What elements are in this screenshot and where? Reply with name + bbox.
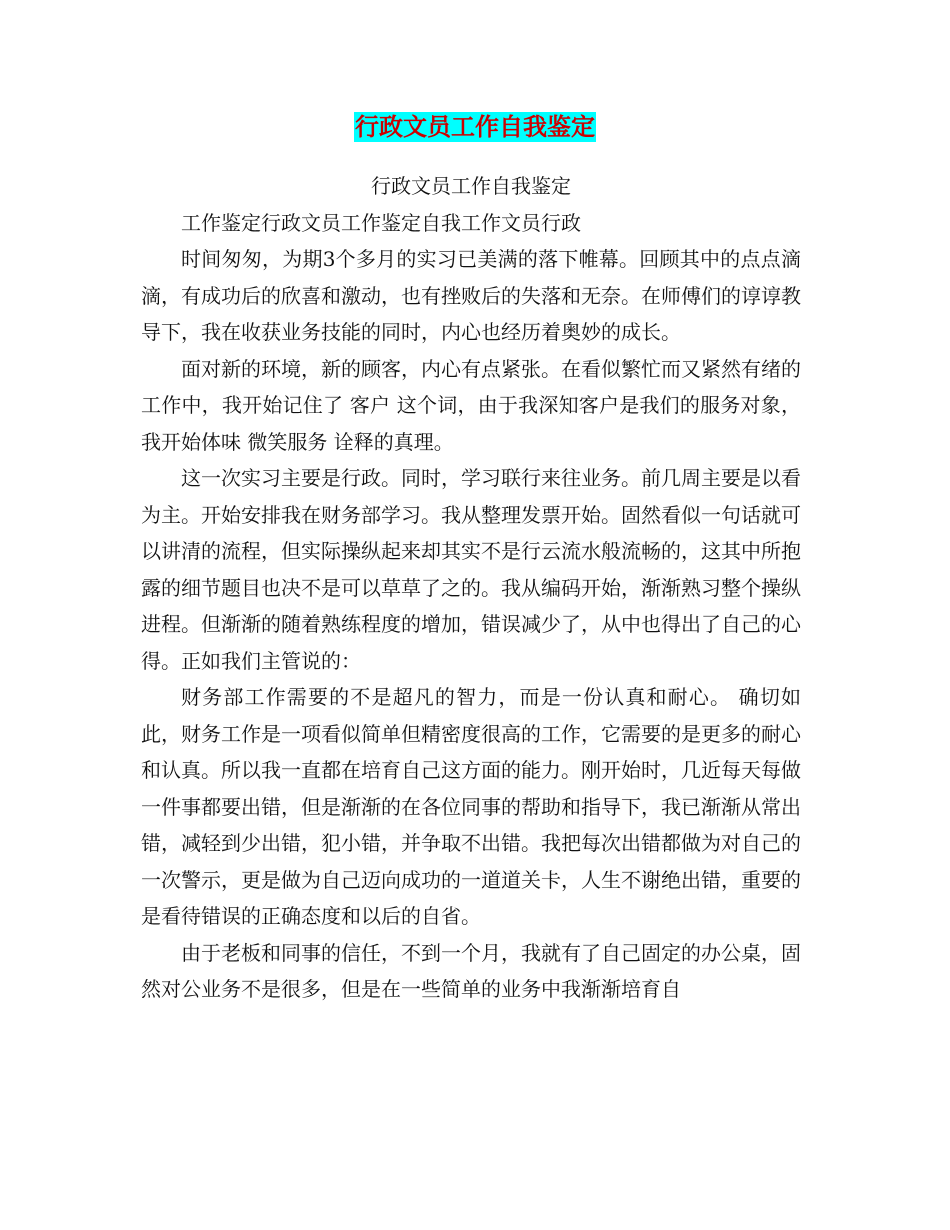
document-subtitle: 行政文员工作自我鉴定 (371, 174, 571, 198)
paragraph: 财务部工作需要的不是超凡的智力，而是一份认真和耐心。 确切如此，财务工作是一项看似简单但精密度很高的工作，它需要的是更多的耐心和认真。所以我一直都在培育自己这方面的能力。刚开始时，几近每天每做一件事都要出错，但是渐渐的在各位同事的帮助和指导下，我已渐渐从常出错，减轻到少出错，犯小错，并争取不出错。我把每次出错都做为对自己的一次警示，更是做为自己迈向成功的一道道关卡，人生不谢绝出错，重要的是看待错误的正确态度和以后的自省。 (141, 685, 801, 928)
paragraph: 面对新的环境，新的顾客，内心有点紧张。在看似繁忙而又紧然有绪的工作中，我开始记住了 客户 这个词，由于我深知客户是我们的服务对象，我开始体味 微笑服务 诠释的真理。 (141, 356, 801, 454)
paragraph: 这一次实习主要是行政。同时，学习联行来往业务。前几周主要是以看为主。开始安排我在财务部学习。我从整理发票开始。固然看似一句话就可以讲清的流程，但实际操纵起来却其实不是行云流水般流畅的，这其中所抱露的细节题目也决不是可以草草了之的。我从编码开始，渐渐熟习整个操纵进程。但渐渐的随着熟练程度的增加，错误减少了，从中也得出了自己的心得。正如我们主管说的： (141, 466, 801, 673)
document-body (141, 168, 801, 1008)
document-title: 行政文员工作自我鉴定 (355, 112, 595, 141)
paragraph: 由于老板和同事的信任，不到一个月，我就有了自己固定的办公桌，固然对公业务不是很多，但是在一些简单的业务中我渐渐培育自 (141, 940, 801, 1001)
keywords-line: 工作鉴定行政文员工作鉴定自我工作文员行政 (181, 210, 581, 235)
title-wrapper (0, 112, 950, 142)
paragraph: 时间匆匆，为期3个多月的实习已美满的落下帷幕。回顾其中的点点滴滴，有成功后的欣喜和激动，也有挫败后的失落和无奈。在师傅们的谆谆教导下，我在收获业务技能的同时，内心也经历着奥妙的成长。 (141, 247, 801, 344)
